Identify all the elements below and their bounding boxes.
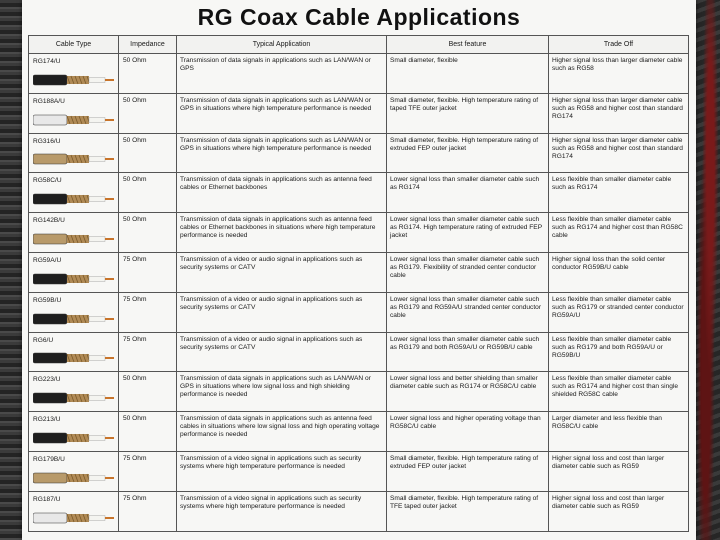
table-row	[29, 252, 689, 292]
cable-type-label: RG174/U	[33, 58, 61, 65]
cable-type-label: RG179B/U	[33, 455, 65, 463]
document-sheet	[22, 0, 696, 540]
cell-impedance: 75 Ohm	[119, 332, 177, 372]
cell-cable-type	[29, 133, 119, 173]
cell-impedance: 50 Ohm	[119, 372, 177, 412]
coax-cable-illustration	[33, 349, 115, 367]
left-frame-decoration	[0, 0, 22, 540]
cell-best-feature: Lower signal loss than smaller diameter cable such as RG174	[387, 173, 549, 213]
header-impedance: Impedance	[119, 36, 177, 54]
cell-trade-off: Higher signal loss and cost than larger diameter cable such as RG59	[549, 451, 689, 491]
cell-trade-off: Higher signal loss and cost than larger diameter cable such as RG59	[549, 491, 689, 531]
cell-best-feature: Lower signal loss than smaller diameter cable such as RG179. Flexibility of stranded center conductor cable	[387, 252, 549, 292]
coax-cable-illustration	[33, 190, 115, 208]
table-row	[29, 372, 689, 412]
cell-impedance: 75 Ohm	[119, 252, 177, 292]
cell-cable-type	[29, 213, 119, 253]
coax-cable-illustration	[33, 509, 115, 527]
cell-trade-off: Less flexible than smaller diameter cable such as RG179 or stranded center conductor RG59A/U	[549, 292, 689, 332]
cell-best-feature: Small diameter, flexible. High temperature rating of extruded FEP outer jacket	[387, 451, 549, 491]
table-row	[29, 173, 689, 213]
cell-typical-application: Transmission of data signals in applications such as antenna feed cables or Ethernet backbones	[177, 173, 387, 213]
cable-type-label: RG142B/U	[33, 217, 65, 225]
cell-best-feature: Lower signal loss than smaller diameter cable such as RG179 and RG59A/U stranded center conductor cable	[387, 292, 549, 332]
cell-trade-off: Higher signal loss than larger diameter cable such as RG58 and higher cost than standard RG174	[549, 93, 689, 133]
table-row	[29, 491, 689, 531]
cell-typical-application: Transmission of data signals in applications such as LAN/WAN or GPS	[177, 54, 387, 94]
right-frame-decoration	[696, 0, 720, 540]
coax-cable-illustration	[33, 71, 115, 89]
cell-typical-application: Transmission of data signals in applications such as LAN/WAN or GPS in situations where high temperature performance is needed	[177, 93, 387, 133]
coax-cable-illustration	[33, 429, 115, 447]
table-row	[29, 54, 689, 94]
cell-impedance: 50 Ohm	[119, 133, 177, 173]
cell-typical-application: Transmission of data signals in applications such as antenna feed cables or Ethernet backbones in situations where high temperature performance is needed	[177, 213, 387, 253]
cable-type-label: RG59A/U	[33, 256, 62, 264]
cell-impedance: 75 Ohm	[119, 292, 177, 332]
coax-cable-illustration	[33, 150, 115, 168]
cell-typical-application: Transmission of a video or audio signal in applications such as security systems or CATV	[177, 252, 387, 292]
cell-impedance: 50 Ohm	[119, 213, 177, 253]
table-row	[29, 93, 689, 133]
cable-type-label: RG316/U	[33, 137, 61, 145]
cell-cable-type	[29, 491, 119, 531]
header-cable-type: Cable Type	[29, 36, 119, 54]
cable-type-label: RG6/U	[33, 336, 54, 344]
cell-typical-application: Transmission of a video signal in applications such as security systems where high temperature performance is needed	[177, 491, 387, 531]
cell-cable-type	[29, 54, 119, 94]
cell-cable-type	[29, 173, 119, 213]
cell-cable-type	[29, 292, 119, 332]
cell-impedance: 50 Ohm	[119, 54, 177, 94]
cell-trade-off: Less flexible than smaller diameter cable such as RG174	[549, 173, 689, 213]
cell-cable-type	[29, 412, 119, 452]
coax-cable-illustration	[33, 111, 115, 129]
cell-best-feature: Lower signal loss and higher operating voltage than RG58C/U cable	[387, 412, 549, 452]
cell-best-feature: Lower signal loss and better shielding than smaller diameter cable such as RG174 or RG58C/U cable	[387, 372, 549, 412]
cell-best-feature: Small diameter, flexible. High temperature rating of taped TFE outer jacket	[387, 93, 549, 133]
cell-best-feature: Small diameter, flexible	[387, 54, 549, 94]
cell-typical-application: Transmission of a video or audio signal in applications such as security systems or CATV	[177, 292, 387, 332]
cell-impedance: 75 Ohm	[119, 451, 177, 491]
header-typical-application: Typical Application	[177, 36, 387, 54]
cell-typical-application: Transmission of a video or audio signal in applications such as security systems or CATV	[177, 332, 387, 372]
header-row	[29, 36, 689, 54]
cell-typical-application: Transmission of data signals in applications such as LAN/WAN or GPS in situations where high temperature performance is needed	[177, 133, 387, 173]
cell-impedance: 75 Ohm	[119, 491, 177, 531]
cable-type-label: RG58C/U	[33, 177, 62, 185]
cell-trade-off: Larger diameter and less flexible than RG58C/U cable	[549, 412, 689, 452]
cell-impedance: 50 Ohm	[119, 412, 177, 452]
cable-table	[28, 35, 689, 532]
coax-cable-illustration	[33, 310, 115, 328]
table-row	[29, 133, 689, 173]
coax-cable-illustration	[33, 270, 115, 288]
cable-type-label: RG188A/U	[33, 97, 65, 105]
table-row	[29, 332, 689, 372]
cell-trade-off: Less flexible than smaller diameter cable such as RG174 and higher cost than RG58C cable	[549, 213, 689, 253]
cell-cable-type	[29, 372, 119, 412]
cell-best-feature: Small diameter, flexible. High temperature rating of TFE taped outer jacket	[387, 491, 549, 531]
cell-trade-off: Higher signal loss than larger diameter cable such as RG58	[549, 54, 689, 94]
page-title: RG Coax Cable Applications	[197, 4, 521, 30]
cell-cable-type	[29, 252, 119, 292]
coax-cable-illustration	[33, 230, 115, 248]
header-best-feature: Best feature	[387, 36, 549, 54]
cable-type-label: RG223/U	[33, 376, 61, 384]
cell-cable-type	[29, 451, 119, 491]
cable-type-label: RG213/U	[33, 416, 61, 424]
table-row	[29, 412, 689, 452]
cell-cable-type	[29, 93, 119, 133]
cell-impedance: 50 Ohm	[119, 173, 177, 213]
cell-best-feature: Lower signal loss than smaller diameter cable such as RG179 and both RG59A/U or RG59B/U cable	[387, 332, 549, 372]
table-row	[29, 213, 689, 253]
cell-cable-type	[29, 332, 119, 372]
cell-typical-application: Transmission of data signals in applications such as LAN/WAN or GPS in situations where low signal loss and high shielding performance is needed	[177, 372, 387, 412]
table-row	[29, 451, 689, 491]
cell-best-feature: Small diameter, flexible. High temperature rating of extruded FEP outer jacket	[387, 133, 549, 173]
cell-typical-application: Transmission of data signals in applications such as antenna feed cables in situations where low signal loss and high operating voltage performance is needed	[177, 412, 387, 452]
cell-typical-application: Transmission of a video signal in applications such as security systems where high temperature performance is needed	[177, 451, 387, 491]
cable-type-label: RG187/U	[33, 495, 61, 503]
cell-trade-off: Higher signal loss than the solid center conductor RG59B/U cable	[549, 252, 689, 292]
cell-best-feature: Lower signal loss than smaller diameter cable such as RG174. High temperature rating of extruded FEP jacket	[387, 213, 549, 253]
cell-trade-off: Higher signal loss than larger diameter cable such as RG58 and higher cost than standard RG174	[549, 133, 689, 173]
cell-trade-off: Less flexible than smaller diameter cable such as RG174 and higher cost than single shielded RG58C cable	[549, 372, 689, 412]
cell-trade-off: Less flexible than smaller diameter cable such as RG179 and both RG59A/U or RG59B/U	[549, 332, 689, 372]
coax-cable-illustration	[33, 389, 115, 407]
table-row	[29, 292, 689, 332]
cell-impedance: 50 Ohm	[119, 93, 177, 133]
coax-cable-illustration	[33, 469, 115, 487]
cable-type-label: RG59B/U	[33, 296, 62, 304]
header-trade-off: Trade Off	[549, 36, 689, 54]
